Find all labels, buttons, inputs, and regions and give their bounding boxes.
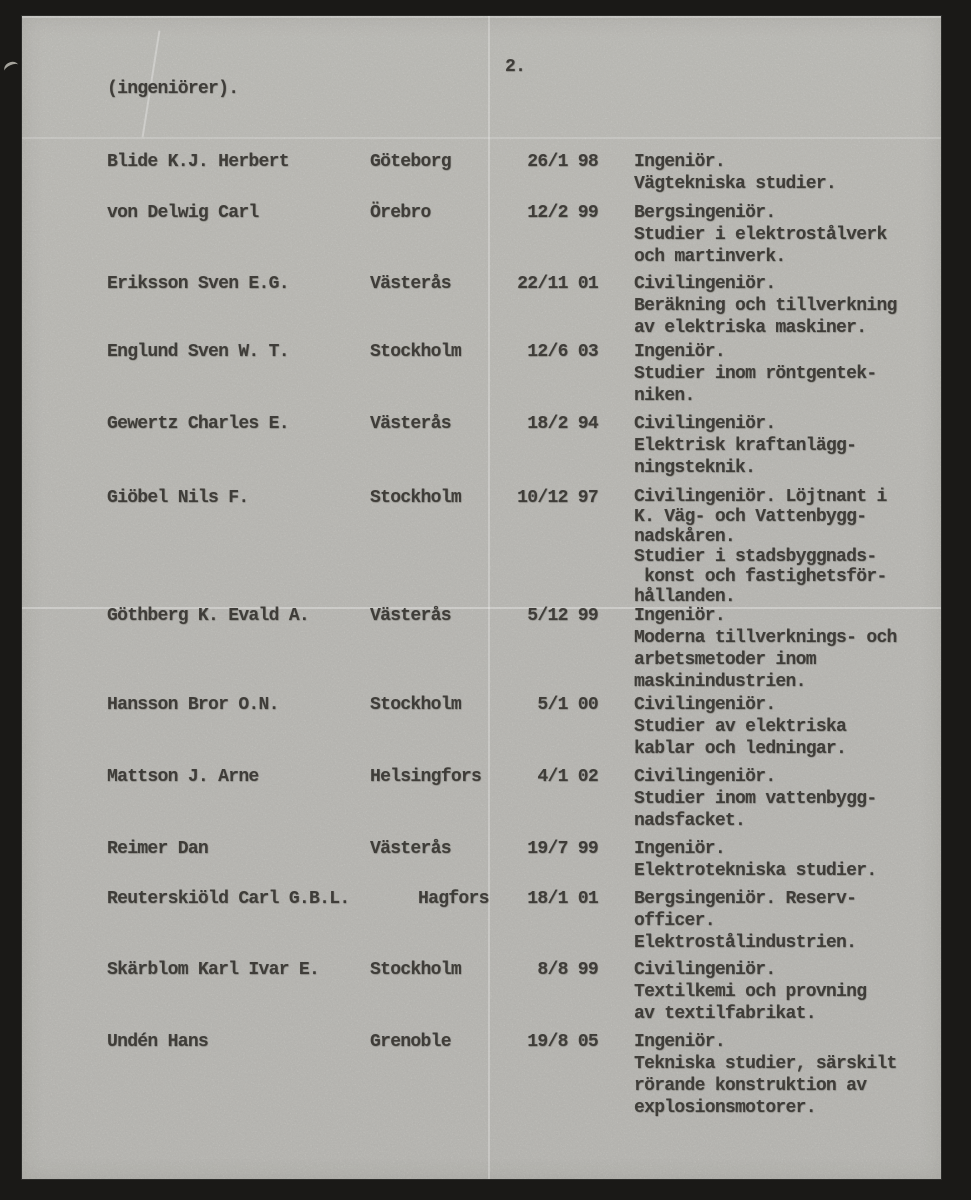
date-value: 12/2 99 <box>527 203 598 223</box>
engineer-name: Reimer Dan <box>107 839 209 859</box>
description-line: niken. <box>634 386 695 406</box>
description-line: Beräkning och tillverkning <box>634 296 897 316</box>
description-line: Civilingeniör. <box>634 274 776 294</box>
description-line: konst och fastighetsför- <box>634 567 887 587</box>
document-page <box>22 16 941 1179</box>
page-heading: (ingeniörer). <box>107 79 239 99</box>
title-and-studies <box>634 766 876 832</box>
engineer-name: Englund Sven W. T. <box>107 342 289 362</box>
description-line: Civilingeniör. <box>634 414 776 434</box>
engineer-name: Reuterskiöld Carl G.B.L. <box>107 889 350 909</box>
edge-ink-mark <box>2 59 21 76</box>
description-line: Bergsingeniör. Reserv- <box>634 889 857 909</box>
engineer-name: Mattson J. Arne <box>107 767 259 787</box>
engineer-name: Hansson Bror O.N. <box>107 695 279 715</box>
description-line: Bergsingeniör. <box>634 203 776 223</box>
engineer-name: Undén Hans <box>107 1032 209 1052</box>
description-line: nadskåren. <box>634 527 736 547</box>
description-line: Civilingeniör. Löjtnant i <box>634 487 887 507</box>
engineer-name: von Delwig Carl <box>107 203 259 223</box>
date-value: 5/1 00 <box>537 695 598 715</box>
description-line: Moderna tillverknings- och <box>634 628 897 648</box>
city-name: Stockholm <box>370 342 461 362</box>
description-line: Studier i elektrostålverk <box>634 225 887 245</box>
description-line: Elektrotekniska studier. <box>634 861 877 881</box>
city-name: Stockholm <box>370 488 461 508</box>
description-line: rörande konstruktion av <box>634 1076 867 1096</box>
description-line: Ingeniör. <box>634 152 725 172</box>
title-and-studies <box>634 273 897 339</box>
description-line: Tekniska studier, särskilt <box>634 1054 897 1074</box>
engineer-name: Gewertz Charles E. <box>107 414 289 434</box>
description-line: kablar och ledningar. <box>634 739 847 759</box>
title-and-studies <box>634 959 866 1025</box>
city-name: Helsingfors <box>370 767 482 787</box>
description-line: Civilingeniör. <box>634 767 776 787</box>
engineer-name: Blide K.J. Herbert <box>107 152 289 172</box>
city-name: Göteborg <box>370 152 451 172</box>
city-name: Västerås <box>370 274 451 294</box>
description-line: Studier i stadsbyggnads- <box>634 547 877 567</box>
description-line: Ingeniör. <box>634 1032 725 1052</box>
description-line: hållanden. <box>634 587 736 607</box>
description-line: av elektriska maskiner. <box>634 318 867 338</box>
city-name: Örebro <box>370 203 431 223</box>
description-line: Studier av elektriska <box>634 717 847 737</box>
date-value: 10/12 97 <box>517 488 598 508</box>
description-line: och martinverk. <box>634 247 786 267</box>
title-and-studies <box>634 202 887 268</box>
city-name: Västerås <box>370 606 451 626</box>
description-line: Civilingeniör. <box>634 695 776 715</box>
description-line: arbetsmetoder inom <box>634 650 816 670</box>
date-value: 19/7 99 <box>527 839 598 859</box>
city-name: Västerås <box>370 414 451 434</box>
description-line: Studier inom röntgentek- <box>634 364 877 384</box>
description-line: Ingeniör. <box>634 606 725 626</box>
description-line: maskinindustrien. <box>634 672 806 692</box>
description-line: nadsfacket. <box>634 811 746 831</box>
title-and-studies <box>634 838 876 882</box>
title-and-studies <box>634 487 887 607</box>
description-line: Civilingeniör. <box>634 960 776 980</box>
date-value: 4/1 02 <box>537 767 598 787</box>
description-line: Textilkemi och provning <box>634 982 867 1002</box>
description-line: explosionsmotorer. <box>634 1098 816 1118</box>
city-name: Hagfors <box>418 889 489 909</box>
engineer-name: Eriksson Sven E.G. <box>107 274 289 294</box>
city-name: Grenoble <box>370 1032 451 1052</box>
city-name: Stockholm <box>370 695 461 715</box>
date-value: 12/6 03 <box>527 342 598 362</box>
description-line: Studier inom vattenbygg- <box>634 789 877 809</box>
date-value: 22/11 01 <box>517 274 598 294</box>
title-and-studies <box>634 151 836 195</box>
date-value: 5/12 99 <box>527 606 598 626</box>
title-and-studies <box>634 1031 897 1119</box>
title-and-studies <box>634 413 856 479</box>
description-line: Elektrisk kraftanlägg- <box>634 436 857 456</box>
title-and-studies <box>634 888 856 954</box>
title-and-studies <box>634 605 897 693</box>
description-line: Ingeniör. <box>634 839 725 859</box>
date-value: 19/8 05 <box>527 1032 598 1052</box>
description-line: Vägtekniska studier. <box>634 174 837 194</box>
description-line: K. Väg- och Vattenbygg- <box>634 507 867 527</box>
description-line: Elektrostålindustrien. <box>634 933 857 953</box>
engineer-name: Skärblom Karl Ivar E. <box>107 960 320 980</box>
date-value: 18/2 94 <box>527 414 598 434</box>
engineer-name: Giöbel Nils F. <box>107 488 249 508</box>
date-value: 8/8 99 <box>537 960 598 980</box>
title-and-studies <box>634 694 846 760</box>
date-value: 26/1 98 <box>527 152 598 172</box>
description-line: av textilfabrikat. <box>634 1004 816 1024</box>
city-name: Stockholm <box>370 960 461 980</box>
date-value: 18/1 01 <box>527 889 598 909</box>
page-number: 2. <box>505 57 526 77</box>
city-name: Västerås <box>370 839 451 859</box>
title-and-studies <box>634 341 876 407</box>
description-line: Ingeniör. <box>634 342 725 362</box>
description-line: officer. <box>634 911 715 931</box>
description-line: ningsteknik. <box>634 458 756 478</box>
engineer-name: Göthberg K. Evald A. <box>107 606 310 626</box>
engineer-directory-list <box>22 16 941 1179</box>
